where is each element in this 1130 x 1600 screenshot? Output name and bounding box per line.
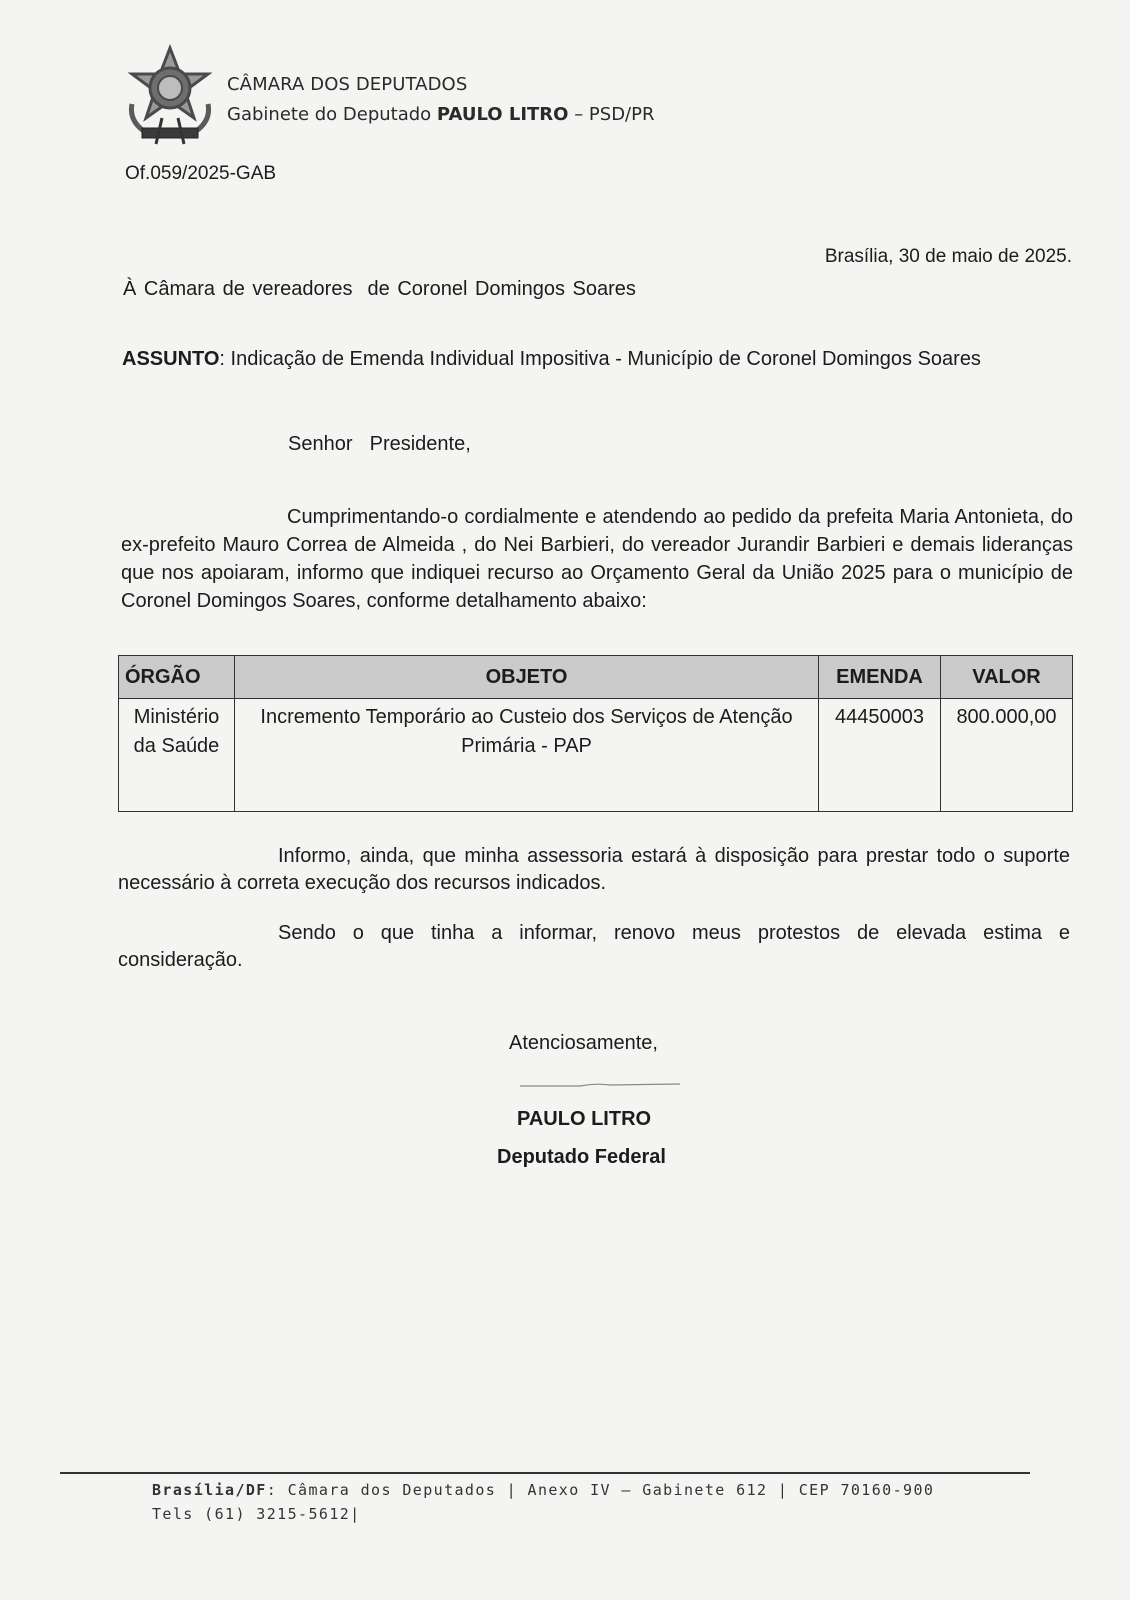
cell-valor: 800.000,00: [941, 699, 1073, 812]
letter-greeting: Senhor Presidente,: [288, 433, 471, 455]
footer-divider: [60, 1472, 1030, 1474]
amendment-table: [118, 655, 1073, 812]
header-valor: VALOR: [941, 656, 1073, 699]
table-header-row: [119, 656, 1073, 699]
footer-address: Brasília/DF: Câmara dos Deputados | Anexo IV – Gabinete 612 | CEP 70160-900: [152, 1481, 935, 1499]
subject-text: : Indicação de Emenda Individual Impositiva - Município de Coronel Domingos Soares: [219, 348, 981, 370]
letter-reference: Of.059/2025-GAB: [125, 163, 277, 184]
cell-objeto: Incremento Temporário ao Custeio dos Serviços de Atenção Primária - PAP: [235, 699, 819, 812]
body-paragraph-2: Informo, ainda, que minha assessoria estará à disposição para prestar todo o suporte necessário à correta execução dos recursos indicados.: [118, 845, 1070, 894]
coat-of-arms-icon: [122, 44, 218, 148]
signature-stroke-icon: [520, 1076, 680, 1084]
cell-emenda: 44450003: [819, 699, 941, 812]
subject-label: ASSUNTO: [122, 348, 220, 370]
signature-role: Deputado Federal: [497, 1146, 666, 1168]
signature-name: PAULO LITRO: [517, 1108, 652, 1130]
header-objeto: OBJETO: [235, 656, 819, 699]
body-paragraph-3: Sendo o que tinha a informar, renovo meus protestos de elevada estima e consideração.: [118, 922, 1070, 971]
header-emenda: EMENDA: [819, 656, 941, 699]
cell-orgao: Ministério da Saúde: [119, 699, 235, 812]
table-row: [119, 699, 1073, 812]
letterhead-deputy-name: PAULO LITRO: [436, 104, 569, 125]
header-orgao: ÓRGÃO: [119, 656, 235, 699]
closing-salutation: Atenciosamente,: [509, 1032, 658, 1054]
letterhead-institution: CÂMARA DOS DEPUTADOS: [227, 74, 468, 95]
letter-recipient: À Câmara de vereadores de Coronel Domingos Soares: [123, 278, 636, 300]
letter-subject: [122, 346, 1074, 373]
letter-date: Brasília, 30 de maio de 2025.: [824, 246, 1072, 267]
footer-phone: Tels (61) 3215-5612|: [152, 1505, 361, 1523]
body-paragraph-1: Cumprimentando-o cordialmente e atendendo ao pedido da prefeita Maria Antonieta, do ex-prefeito Mauro Correa de Almeida , do Nei Barbieri, do vereador Jurandir Barbieri e demais lideranças que nos apoiaram, informo que indiquei recurso ao Orçamento Geral da União 2025 para o município de Coronel Domingos Soares, conforme detalhamento abaixo:: [121, 506, 1073, 612]
letterhead-office: Gabinete do Deputado PAULO LITRO – PSD/PR: [227, 104, 655, 125]
